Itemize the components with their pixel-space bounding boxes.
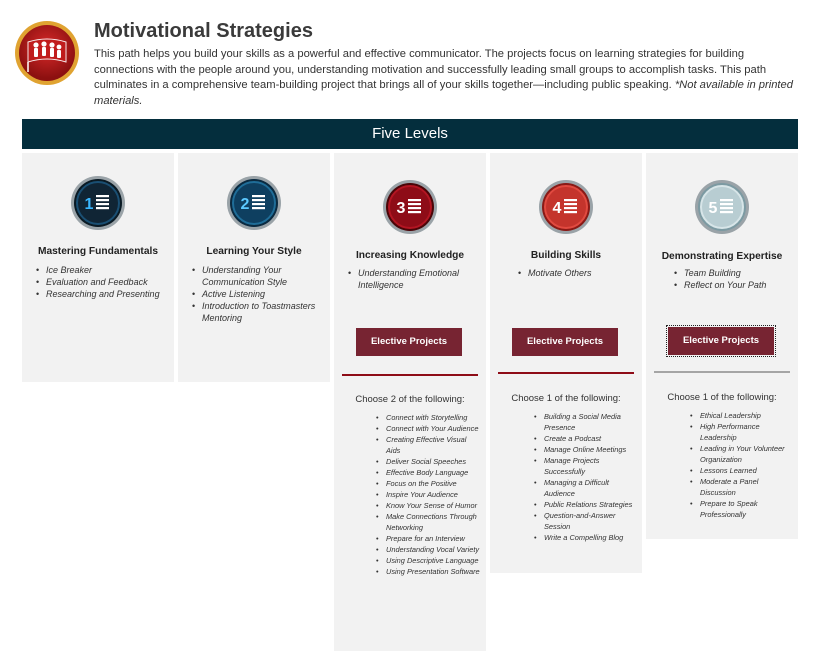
level-title: Learning Your Style xyxy=(206,246,302,257)
elective-item: • Write a Compelling Blog xyxy=(534,532,638,543)
elective-item: • Know Your Sense of Humor xyxy=(376,500,480,511)
elective-item: • Creating Effective Visual Aids xyxy=(376,434,480,456)
level-3-badge-icon xyxy=(382,179,438,235)
elective-item: • Lessons Learned xyxy=(690,465,794,476)
elective-item: • Manage Projects Successfully xyxy=(534,455,638,477)
elective-item: • Managing a Difficult Audience xyxy=(534,477,638,499)
elective-item: • Prepare for an Interview xyxy=(376,533,480,544)
elective-item: • Building a Social Media Presence xyxy=(534,411,638,433)
divider xyxy=(342,374,478,376)
elective-projects-list xyxy=(376,412,480,577)
five-levels-bar: Five Levels xyxy=(22,119,798,149)
level-4-badge-icon xyxy=(538,179,594,235)
elective-item: • Make Connections Through Networking xyxy=(376,511,480,533)
divider xyxy=(654,371,790,373)
level-3-panel xyxy=(334,153,486,651)
level-number: 1 xyxy=(84,196,94,213)
required-projects-list xyxy=(348,267,482,291)
level-1-panel xyxy=(22,153,174,382)
elective-item: • Manage Online Meetings xyxy=(534,444,638,455)
level-4-panel xyxy=(490,153,642,573)
elective-item: • Moderate a Panel Discussion xyxy=(690,476,794,498)
path-description xyxy=(94,47,804,109)
team-flag-icon xyxy=(14,20,80,86)
elective-item: • Create a Podcast xyxy=(534,433,638,444)
choose-instruction: Choose 1 of the following: xyxy=(667,392,777,403)
level-title: Building Skills xyxy=(530,250,602,261)
required-projects-list xyxy=(36,264,170,300)
choose-instruction: Choose 1 of the following: xyxy=(511,393,621,404)
level-1-badge-icon xyxy=(70,175,126,231)
elective-projects-button[interactable]: Elective Projects xyxy=(356,328,462,356)
level-title: Increasing Knowledge xyxy=(355,250,465,261)
level-number: 5 xyxy=(708,200,718,217)
level-title: Mastering Fundamentals xyxy=(37,246,158,257)
level-number: 4 xyxy=(552,200,562,217)
description-text: This path helps you build your skills as a powerful and effective communicator. The projects focus on learning strategies for building connections with the people around you, understanding motivation and successfully leading small groups to accomplish tasks. This path culminates in a comprehensive team-building project that brings all of your skills together—including public speaking. xyxy=(94,48,767,91)
level-2-badge-icon xyxy=(226,175,282,231)
elective-item: • Deliver Social Speeches xyxy=(376,456,480,467)
availability-note: *Not available in printed materials. xyxy=(94,79,793,107)
elective-projects-list xyxy=(534,411,638,543)
elective-item: • Focus on the Positive xyxy=(376,478,480,489)
elective-item: • High Performance Leadership xyxy=(690,421,794,443)
level-5-panel xyxy=(646,153,798,539)
elective-item: • Effective Body Language xyxy=(376,467,480,478)
required-projects-list xyxy=(674,267,808,291)
elective-projects-button[interactable]: Elective Projects xyxy=(668,327,774,355)
project-item: • Understanding Emotional Intelligence xyxy=(348,267,482,291)
elective-item: • Using Presentation Software xyxy=(376,566,480,577)
elective-item: • Public Relations Strategies xyxy=(534,499,638,510)
project-item: • Active Listening xyxy=(192,288,326,300)
elective-item: • Ethical Leadership xyxy=(690,410,794,421)
elective-item: • Understanding Vocal Variety xyxy=(376,544,480,555)
choose-instruction: Choose 2 of the following: xyxy=(355,394,465,405)
required-projects-list xyxy=(192,264,326,324)
elective-item: • Inspire Your Audience xyxy=(376,489,480,500)
elective-item: • Leading in Your Volunteer Organization xyxy=(690,443,794,465)
project-item: • Reflect on Your Path xyxy=(674,279,808,291)
level-number: 2 xyxy=(240,196,250,213)
path-header xyxy=(0,0,821,110)
elective-item: • Connect with Your Audience xyxy=(376,423,480,434)
required-projects-list xyxy=(518,267,652,279)
elective-projects-list xyxy=(690,410,794,520)
project-item: • Understanding Your Communication Style xyxy=(192,264,326,288)
divider xyxy=(498,372,634,374)
project-item: • Introduction to Toastmasters Mentoring xyxy=(192,300,326,324)
level-2-panel xyxy=(178,153,330,382)
project-item: • Researching and Presenting xyxy=(36,288,170,300)
level-5-badge-icon xyxy=(694,179,750,235)
level-number: 3 xyxy=(396,200,406,217)
project-item: • Motivate Others xyxy=(518,267,652,279)
level-title: Demonstrating Expertise xyxy=(661,251,783,262)
elective-item: • Using Descriptive Language xyxy=(376,555,480,566)
project-item: • Ice Breaker xyxy=(36,264,170,276)
project-item: • Team Building xyxy=(674,267,808,279)
page-title: Motivational Strategies xyxy=(94,20,313,42)
elective-item: • Connect with Storytelling xyxy=(376,412,480,423)
elective-item: • Question-and-Answer Session xyxy=(534,510,638,532)
project-item: • Evaluation and Feedback xyxy=(36,276,170,288)
elective-item: • Prepare to Speak Professionally xyxy=(690,498,794,520)
elective-projects-button[interactable]: Elective Projects xyxy=(512,328,618,356)
